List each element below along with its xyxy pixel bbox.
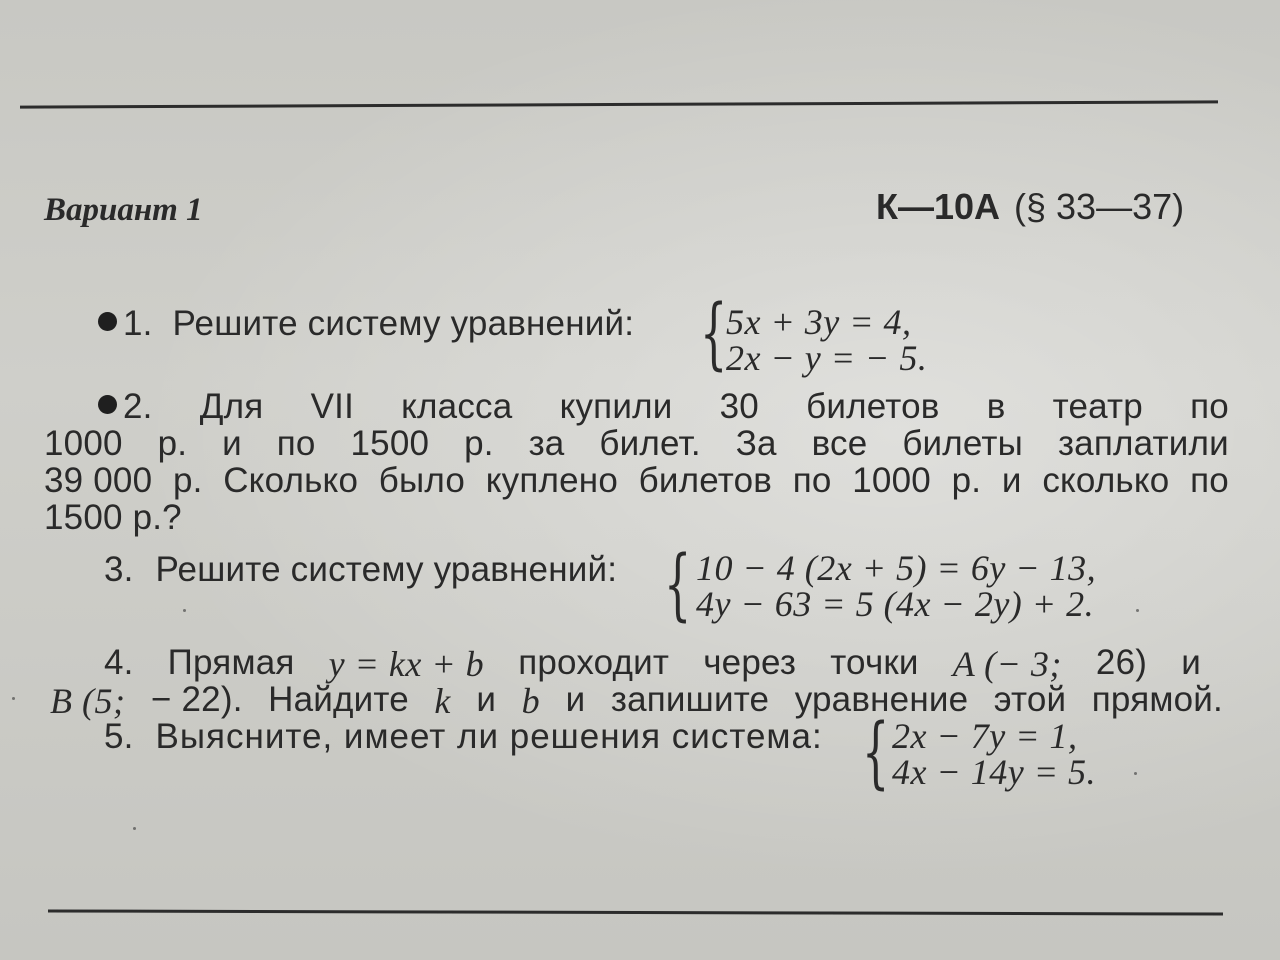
problem-5-number: 5. <box>104 717 134 756</box>
point: A (− 3; <box>952 644 1062 684</box>
variable: k <box>434 681 451 721</box>
word: куплено <box>485 461 618 500</box>
problem-2-line-1 <box>98 387 1229 427</box>
word: запишите <box>610 680 770 719</box>
equation: 4y − 63 = 5 (4x − 2y) + 2. <box>696 584 1095 624</box>
problem-2-line-4: 1500 р.? <box>44 498 182 537</box>
word: 26) <box>1095 643 1148 682</box>
word: проходит <box>518 643 670 682</box>
paper-speck <box>133 827 136 830</box>
point: B (5; <box>50 681 126 721</box>
problem-4-number: 4. <box>104 643 134 682</box>
word: Для <box>199 387 264 426</box>
word: уравнение <box>794 680 969 719</box>
word: сколько <box>1042 461 1170 500</box>
problem-1-text: Решите систему уравнений: <box>172 304 635 343</box>
brace-icon: { <box>700 289 728 379</box>
word: билет. <box>599 424 701 463</box>
equation: 5x + 3y = 4, <box>726 302 912 342</box>
paper-speck <box>1134 772 1137 775</box>
word: точки <box>830 643 919 682</box>
problem-2-number: 2. <box>98 387 153 427</box>
word: р. <box>951 461 982 500</box>
paper-speck <box>1136 609 1139 612</box>
problem-2-line-2 <box>44 424 1229 464</box>
word: 30 <box>719 387 759 426</box>
word: За <box>735 424 777 463</box>
equation: 4x − 14y = 5. <box>892 752 1097 792</box>
word: VII <box>310 387 354 426</box>
word: прямой. <box>1091 680 1223 719</box>
word: купили <box>559 387 673 426</box>
word: и <box>1001 461 1022 500</box>
problem-3-system <box>696 550 1096 622</box>
equation: 2x − 7y = 1, <box>892 716 1078 756</box>
equation: y = kx + b <box>328 644 485 684</box>
word: 1000 <box>852 461 931 500</box>
problem-5-system <box>892 718 1096 790</box>
word: 1500 <box>350 424 430 463</box>
problem-1-system <box>726 304 927 376</box>
word: класса <box>401 387 513 426</box>
word: в <box>986 387 1006 426</box>
star-marker-icon <box>98 312 117 331</box>
word: и <box>222 424 242 463</box>
problem-1 <box>98 304 634 344</box>
word: Сколько <box>223 461 359 500</box>
problem-5 <box>104 717 823 757</box>
word: р. <box>464 424 494 463</box>
word: по <box>792 461 832 500</box>
word: и <box>476 680 497 719</box>
word: и <box>1181 643 1201 682</box>
word: за <box>528 424 565 463</box>
problem-3-text: Решите систему уравнений: <box>155 550 618 589</box>
word: 1000 <box>44 424 123 463</box>
word: по <box>276 424 316 463</box>
word: р. <box>157 424 188 463</box>
word: р. <box>172 461 203 500</box>
word: билеты <box>902 424 1024 463</box>
test-code <box>876 186 1184 228</box>
word: было <box>378 461 466 500</box>
word: билетов <box>638 461 773 500</box>
bottom-rule <box>48 909 1223 915</box>
paper-speck <box>183 609 186 612</box>
equation: 2x − y = − 5. <box>726 338 928 378</box>
top-rule <box>20 100 1218 108</box>
word: − 22). <box>150 680 243 719</box>
word: заплатили <box>1057 424 1229 463</box>
word: по <box>1190 461 1229 500</box>
word: по <box>1190 387 1229 426</box>
problem-3 <box>104 550 617 590</box>
word: через <box>703 643 797 682</box>
word: театр <box>1052 387 1143 426</box>
variant-title: Вариант 1 <box>44 192 203 228</box>
problem-1-number: 1. <box>123 304 153 343</box>
word: и <box>565 680 586 719</box>
word: Прямая <box>167 643 295 682</box>
problem-2-line-3 <box>44 461 1229 501</box>
paper-speck <box>12 697 15 700</box>
equation: 10 − 4 (2x + 5) = 6y − 13, <box>696 548 1097 588</box>
test-code-label: К—10А <box>876 186 1001 227</box>
word: Найдите <box>268 680 409 719</box>
brace-icon: { <box>862 708 890 798</box>
brace-icon: { <box>664 540 692 630</box>
word: все <box>811 424 868 463</box>
problem-5-text: Выясните, имеет ли решения система: <box>155 717 823 756</box>
problem-3-number: 3. <box>104 550 134 589</box>
problem-4-line-1 <box>104 643 1201 685</box>
word: билетов <box>806 387 940 426</box>
word: этой <box>993 680 1067 719</box>
star-marker-icon <box>98 395 117 414</box>
word: 39 000 <box>44 461 153 500</box>
section-range: (§ 33—37) <box>1014 186 1185 227</box>
variable: b <box>521 681 541 721</box>
